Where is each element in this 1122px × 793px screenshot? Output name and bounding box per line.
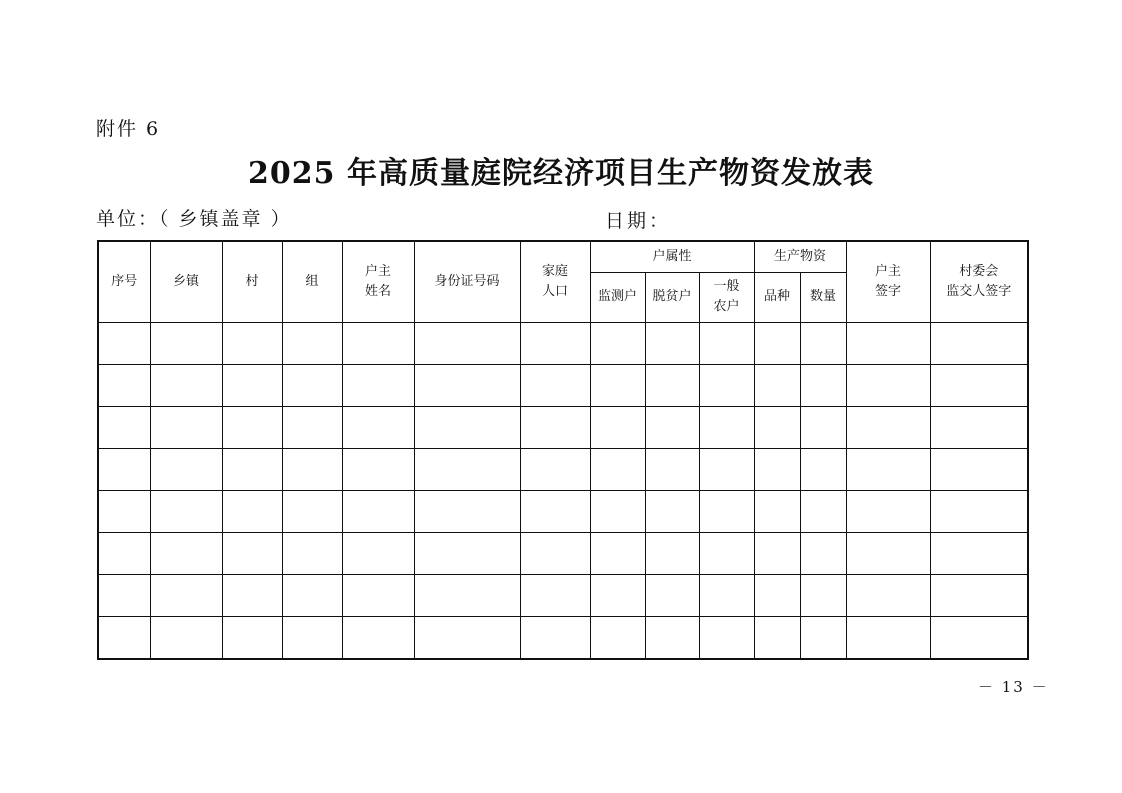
table-cell[interactable] (282, 322, 342, 364)
table-cell[interactable] (699, 616, 754, 659)
table-cell[interactable] (754, 448, 800, 490)
table-cell[interactable] (520, 406, 590, 448)
table-row (98, 574, 1028, 616)
table-cell[interactable] (699, 322, 754, 364)
table-cell[interactable] (98, 322, 150, 364)
table-cell[interactable] (846, 616, 930, 659)
page-number: － 13 － (978, 678, 1049, 696)
table-cell[interactable] (930, 574, 1028, 616)
table-cell[interactable] (520, 532, 590, 574)
table-cell[interactable] (282, 448, 342, 490)
table-cell[interactable] (342, 364, 414, 406)
table-cell[interactable] (846, 490, 930, 532)
table-cell[interactable] (846, 574, 930, 616)
table-cell[interactable] (800, 406, 846, 448)
table-cell[interactable] (222, 448, 282, 490)
table-cell[interactable] (754, 616, 800, 659)
table-cell[interactable] (150, 406, 222, 448)
table-cell[interactable] (930, 406, 1028, 448)
header-materials: 生产物资 (754, 241, 846, 272)
table-cell[interactable] (800, 574, 846, 616)
unit-label: 单位：（ 乡镇盖章 ） (96, 208, 292, 230)
table-cell[interactable] (520, 322, 590, 364)
table-cell[interactable] (645, 448, 699, 490)
table-cell[interactable] (98, 364, 150, 406)
table-cell[interactable] (414, 448, 520, 490)
table-cell[interactable] (414, 616, 520, 659)
table-cell[interactable] (800, 616, 846, 659)
table-cell[interactable] (645, 574, 699, 616)
table-cell[interactable] (930, 448, 1028, 490)
table-cell[interactable] (150, 490, 222, 532)
table-row (98, 616, 1028, 659)
table-cell[interactable] (930, 616, 1028, 659)
table-cell[interactable] (342, 532, 414, 574)
table-row (98, 406, 1028, 448)
table-cell[interactable] (699, 574, 754, 616)
header-family-size-line2: 人口 (541, 283, 568, 299)
header-ordinary-line1: 一般 (713, 279, 740, 294)
table-cell[interactable] (342, 322, 414, 364)
table-cell[interactable] (282, 490, 342, 532)
table-cell[interactable] (590, 448, 645, 490)
header-ordinary (699, 272, 754, 322)
table-cell[interactable] (282, 532, 342, 574)
table-cell[interactable] (645, 532, 699, 574)
table-cell[interactable] (342, 490, 414, 532)
date-label: 日期： (605, 210, 672, 232)
table-cell[interactable] (98, 616, 150, 659)
table-cell[interactable] (414, 490, 520, 532)
table-cell[interactable] (520, 364, 590, 406)
table-cell[interactable] (846, 406, 930, 448)
header-monitored: 监测户 (590, 272, 645, 322)
table-cell[interactable] (520, 574, 590, 616)
table-cell[interactable] (222, 364, 282, 406)
table-cell[interactable] (846, 532, 930, 574)
table-cell[interactable] (150, 574, 222, 616)
table-cell[interactable] (846, 364, 930, 406)
table-cell[interactable] (754, 490, 800, 532)
document-title: 2025 年高质量庭院经济项目生产物资发放表 (248, 156, 874, 191)
table-cell[interactable] (754, 322, 800, 364)
table-body (98, 322, 1028, 659)
table-cell[interactable] (414, 574, 520, 616)
header-ordinary-line2: 农户 (713, 299, 740, 314)
table-cell[interactable] (754, 532, 800, 574)
table-cell[interactable] (282, 364, 342, 406)
table-cell[interactable] (590, 532, 645, 574)
table-cell[interactable] (342, 406, 414, 448)
table-cell[interactable] (342, 448, 414, 490)
table-cell[interactable] (520, 448, 590, 490)
table-cell[interactable] (645, 490, 699, 532)
table-row (98, 448, 1028, 490)
table-cell[interactable] (699, 532, 754, 574)
table-cell[interactable] (222, 490, 282, 532)
table-cell[interactable] (150, 532, 222, 574)
table-cell[interactable] (846, 322, 930, 364)
header-householder-sign-line1: 户主 (875, 263, 902, 279)
header-variety: 品种 (754, 272, 800, 322)
table-cell[interactable] (930, 532, 1028, 574)
table-cell[interactable] (282, 616, 342, 659)
table-cell[interactable] (754, 574, 800, 616)
table-cell[interactable] (282, 574, 342, 616)
table-cell[interactable] (98, 448, 150, 490)
header-committee-sign-line2: 监交人签字 (946, 283, 1012, 299)
table-cell[interactable] (150, 322, 222, 364)
table-row (98, 490, 1028, 532)
table-cell[interactable] (645, 406, 699, 448)
table-cell[interactable] (222, 532, 282, 574)
table-cell[interactable] (98, 406, 150, 448)
header-committee-sign-line1: 村委会 (959, 263, 999, 279)
header-household-attr: 户属性 (590, 241, 754, 272)
table-cell[interactable] (282, 406, 342, 448)
header-family-size-line1: 家庭 (541, 263, 568, 279)
header-seq: 序号 (98, 241, 150, 322)
table-cell[interactable] (699, 448, 754, 490)
table-cell[interactable] (800, 322, 846, 364)
header-householder-name-line1: 户主 (364, 263, 391, 279)
table-cell[interactable] (754, 406, 800, 448)
table-cell[interactable] (150, 364, 222, 406)
header-township: 乡镇 (150, 241, 222, 322)
table-cell[interactable] (645, 364, 699, 406)
table-cell[interactable] (754, 364, 800, 406)
header-village: 村 (222, 241, 282, 322)
table-cell[interactable] (98, 490, 150, 532)
header-poverty-exited: 脱贫户 (645, 272, 699, 322)
table-cell[interactable] (414, 406, 520, 448)
table-cell[interactable] (222, 322, 282, 364)
header-householder-sign (846, 241, 930, 322)
table-cell[interactable] (645, 322, 699, 364)
header-quantity: 数量 (800, 272, 846, 322)
header-householder-name (342, 241, 414, 322)
table-cell[interactable] (520, 616, 590, 659)
table-cell[interactable] (930, 322, 1028, 364)
table-cell[interactable] (520, 490, 590, 532)
table-cell[interactable] (590, 364, 645, 406)
table-cell[interactable] (414, 322, 520, 364)
table-row (98, 364, 1028, 406)
table-cell[interactable] (800, 448, 846, 490)
header-id-number: 身份证号码 (414, 241, 520, 322)
table-cell[interactable] (590, 574, 645, 616)
table-cell[interactable] (800, 364, 846, 406)
attachment-label: 附件 6 (96, 118, 161, 140)
table-cell[interactable] (699, 406, 754, 448)
table-cell[interactable] (222, 574, 282, 616)
table-cell[interactable] (98, 574, 150, 616)
table-cell[interactable] (590, 490, 645, 532)
header-family-size (520, 241, 590, 322)
table-cell[interactable] (590, 406, 645, 448)
table-cell[interactable] (590, 322, 645, 364)
header-householder-name-line2: 姓名 (364, 283, 391, 299)
table-cell[interactable] (800, 532, 846, 574)
table-row (98, 532, 1028, 574)
table-cell[interactable] (846, 448, 930, 490)
table-cell[interactable] (222, 406, 282, 448)
table-cell[interactable] (645, 616, 699, 659)
table-row (98, 322, 1028, 364)
table-cell[interactable] (590, 616, 645, 659)
header-committee-sign (930, 241, 1028, 322)
table-cell[interactable] (414, 364, 520, 406)
table-cell[interactable] (98, 532, 150, 574)
table-cell[interactable] (150, 616, 222, 659)
header-group: 组 (282, 241, 342, 322)
table-cell[interactable] (414, 532, 520, 574)
table-cell[interactable] (342, 574, 414, 616)
table-cell[interactable] (930, 490, 1028, 532)
table-cell[interactable] (930, 364, 1028, 406)
table-cell[interactable] (699, 364, 754, 406)
header-householder-sign-line2: 签字 (875, 283, 902, 299)
table-cell[interactable] (342, 616, 414, 659)
table-cell[interactable] (222, 616, 282, 659)
distribution-table (97, 240, 1029, 660)
table-cell[interactable] (699, 490, 754, 532)
table-cell[interactable] (800, 490, 846, 532)
table-cell[interactable] (150, 448, 222, 490)
